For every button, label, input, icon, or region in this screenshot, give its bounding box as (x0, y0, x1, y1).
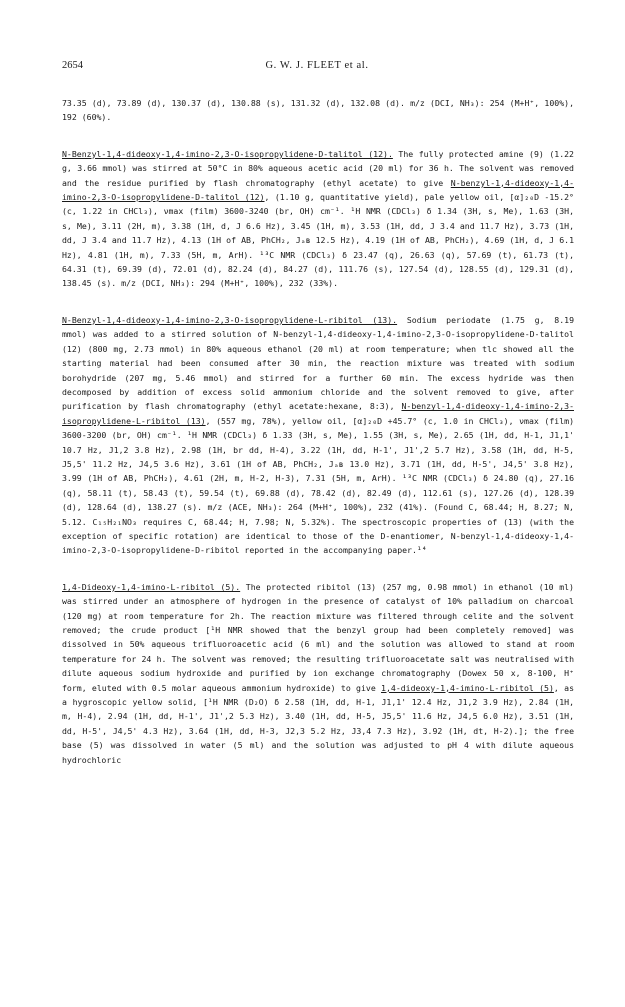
paragraph-text: , (557 mg, 78%), yellow oil, [α]₂₀D +45.7° (c, 1.0 in CHCl₃), νmax (film) 3600-3200 (br, OH) cm⁻¹. ¹H NMR (CDCl₃) δ 1.33 (3H, s, Me), 1.55 (3H, s, Me), 2.65 (1H, dd, H-1, J1,1' 10.7 Hz, J1,2 3.8 Hz), 2.98 (1H, br dd, H-4), 3.22 (1H, dd, H-1', J1',2 5.7 Hz), 3.58 (1H, dd, H-5, J5,5' 11.2 Hz, J4,5 3.6 Hz), 3.61 (1H of AB, PhCH₂, Jₐʙ 13.0 Hz), 3.71 (1H, dd, H-5', J4,5' 3.8 Hz), 3.99 (1H of AB, PhCH₂), 4.61 (2H, m, H-2, H-3), 7.31 (5H, m, ArH). ¹³C NMR (CDCl₃) δ 24.80 (q), 27.16 (q), 58.11 (t), 58.43 (t), 59.54 (t), 69.88 (d), 78.42 (d), 82.49 (d), 112.61 (s), 127.26 (d), 128.39 (d), 128.64 (d), 138.27 (s). m/z (ACE, NH₃): 264 (M+H⁺, 100%), 232 (41%). (Found C, 68.44; H, 8.27; N, 5.12. C₁₅H₂₁NO₃ requires C, 68.44; H, 7.98; N, 5.32%). The spectroscopic properties of (13) (with the exception of specific rotation) are identical to those of the D-enantiomer, N-benzyl-1,4-dideoxy-1,4-imino-2,3-O-isopropylidene-D-ribitol reported in the accompanying paper.¹⁴ (62, 415, 574, 556)
paragraph-deprotection (62, 580, 574, 767)
paragraph-text: , as a hygroscopic yellow solid, [¹H NMR (D₂O) δ 2.58 (1H, dd, H-1, J1,1' 12.4 Hz, J1,2 3.9 Hz), 2.84 (1H, m, H-4), 2.94 (1H, dd, H-1', J1',2 5.3 Hz), 3.40 (1H, dd, H-5, J5,5' 11.6 Hz, J4,5 6.0 Hz), 3.51 (1H, dd, H-5', J4,5' 4.3 Hz), 3.64 (1H, dd, H-3, J2,3 5.2 Hz, J3,4 7.3 Hz), 3.92 (1H, dt, H-2).]; the free base (5) was dissolved in water (5 ml) and the solution was adjusted to pH 4 with dilute aqueous hydrochloric (62, 682, 574, 765)
paragraph-nmr-continuation (62, 96, 574, 125)
paragraph-talitol-synthesis (62, 147, 574, 291)
paragraph-text: 73.35 (d), 73.89 (d), 130.37 (d), 130.88 (s), 131.32 (d), 132.08 (d). m/z (DCI, NH₃): 254 (M+H⁺, 100%), 192 (60%). (62, 98, 574, 123)
paragraph-text: Sodium periodate (1.75 g, 8.19 mmol) was added to a stirred solution of N-benzyl-1,4-dideoxy-1,4-imino-2,3-O-isopropylidene-D-talitol (12) (800 mg, 2.73 mmol) in 80% aqueous ethanol (20 ml) at room temperature; when tlc showed all the starting material had been consumed after 30 min, the reaction mixture was treated with sodium borohydride (207 mg, 5.46 mmol) and stirred for a further 60 min. The excess hydride was then decomposed by addition of excess solid ammonium chloride and the solvent removed to give, after purification by flash chromatography (ethyl acetate:hexane, 8:3), (62, 314, 575, 412)
paragraph-text: The protected ribitol (13) (257 mg, 0.98 mmol) in ethanol (10 ml) was stirred under an atmosphere of hydrogen in the presence of catalyst of 10% palladium on charcoal (120 mg) at room temperature for 2h. The reaction mixture was filtered through celite and the solvent removed; the crude product [¹H NMR showed that the benzyl group had been completely removed] was dissolved in 50% aqueous trifluoroacetic acid (6 ml) and the solution was allowed to stand at room temperature for 24 h. The solvent was removed; the resulting trifluoroacetate salt was neutralised with dilute aqueous sodium hydroxide and purified by ion exchange chromatography (Dowex 50 x, 8-100, H⁺ form, eluted with 0.5 molar aqueous ammonium hydroxide) to give (62, 581, 574, 693)
running-title: G. W. J. FLEET et al. (265, 60, 369, 71)
page-number: 2654 (62, 60, 83, 71)
paragraph-text: , (1.10 g, quantitative yield), pale yellow oil, [α]₂₀D -15.2° (c, 1.22 in CHCl₃), νmax (film) 3600-3240 (br, OH) cm⁻¹. ¹H NMR (CDCl₃) δ 1.34 (3H, s, Me), 1.63 (3H, s, Me), 3.11 (2H, m), 3.38 (1H, d, J 6.6 Hz), 3.45 (1H, m), 3.53 (1H, dd, J 3.4 and 11.7 Hz), 3.73 (1H, dd, J 3.4 and 11.7 Hz), 4.13 (1H of AB, PhCH₂, Jₐʙ 12.5 Hz), 4.19 (1H of AB, PhCH₂), 4.69 (1H, d, J 6.1 Hz), 4.81 (1H, m), 7.33 (5H, m, ArH). ¹³C NMR (CDCl₃) δ 23.47 (q), 26.63 (q), 57.69 (t), 61.73 (t), 64.31 (t), 69.39 (d), 72.01 (d), 82.24 (d), 84.27 (d), 111.76 (s), 127.54 (d), 128.55 (d), 129.31 (d), 138.45 (s). m/z (DCI, NH₃): 294 (M+H⁺, 100%), 232 (33%). (62, 192, 574, 289)
article-body (62, 96, 574, 789)
paragraph-ribitol-synthesis (62, 313, 574, 558)
compound-heading: N-Benzyl-1,4-dideoxy-1,4-imino-2,3-O-isopropylidene-L-ribitol (13). (62, 314, 398, 325)
compound-heading: N-Benzyl-1,4-dideoxy-1,4-imino-2,3-O-isopropylidene-D-talitol (12). (62, 148, 393, 159)
page-header (62, 60, 572, 76)
product-name: N-benzyl-1,4-dideoxy-1,4-imino-2,3-isopropylidene-L-ribitol (13) (62, 401, 574, 426)
product-name: 1,4-dideoxy-1,4-imino-L-ribitol (5) (381, 682, 554, 693)
product-name: N-benzyl-1,4-dideoxy-1,4-imino-2,3-O-isopropylidene-D-talitol (12) (62, 177, 574, 203)
compound-heading: 1,4-Dideoxy-1,4-imino-L-ribitol (5). (62, 581, 241, 592)
paragraph-text: The fully protected amine (9) (1.22 g, 3.66 mmol) was stirred at 50°C in 80% aqueous acetic acid (20 ml) for 36 h. The solvent was removed and the residue purified by flash chromatography (ethyl acetate) to give (62, 148, 574, 188)
